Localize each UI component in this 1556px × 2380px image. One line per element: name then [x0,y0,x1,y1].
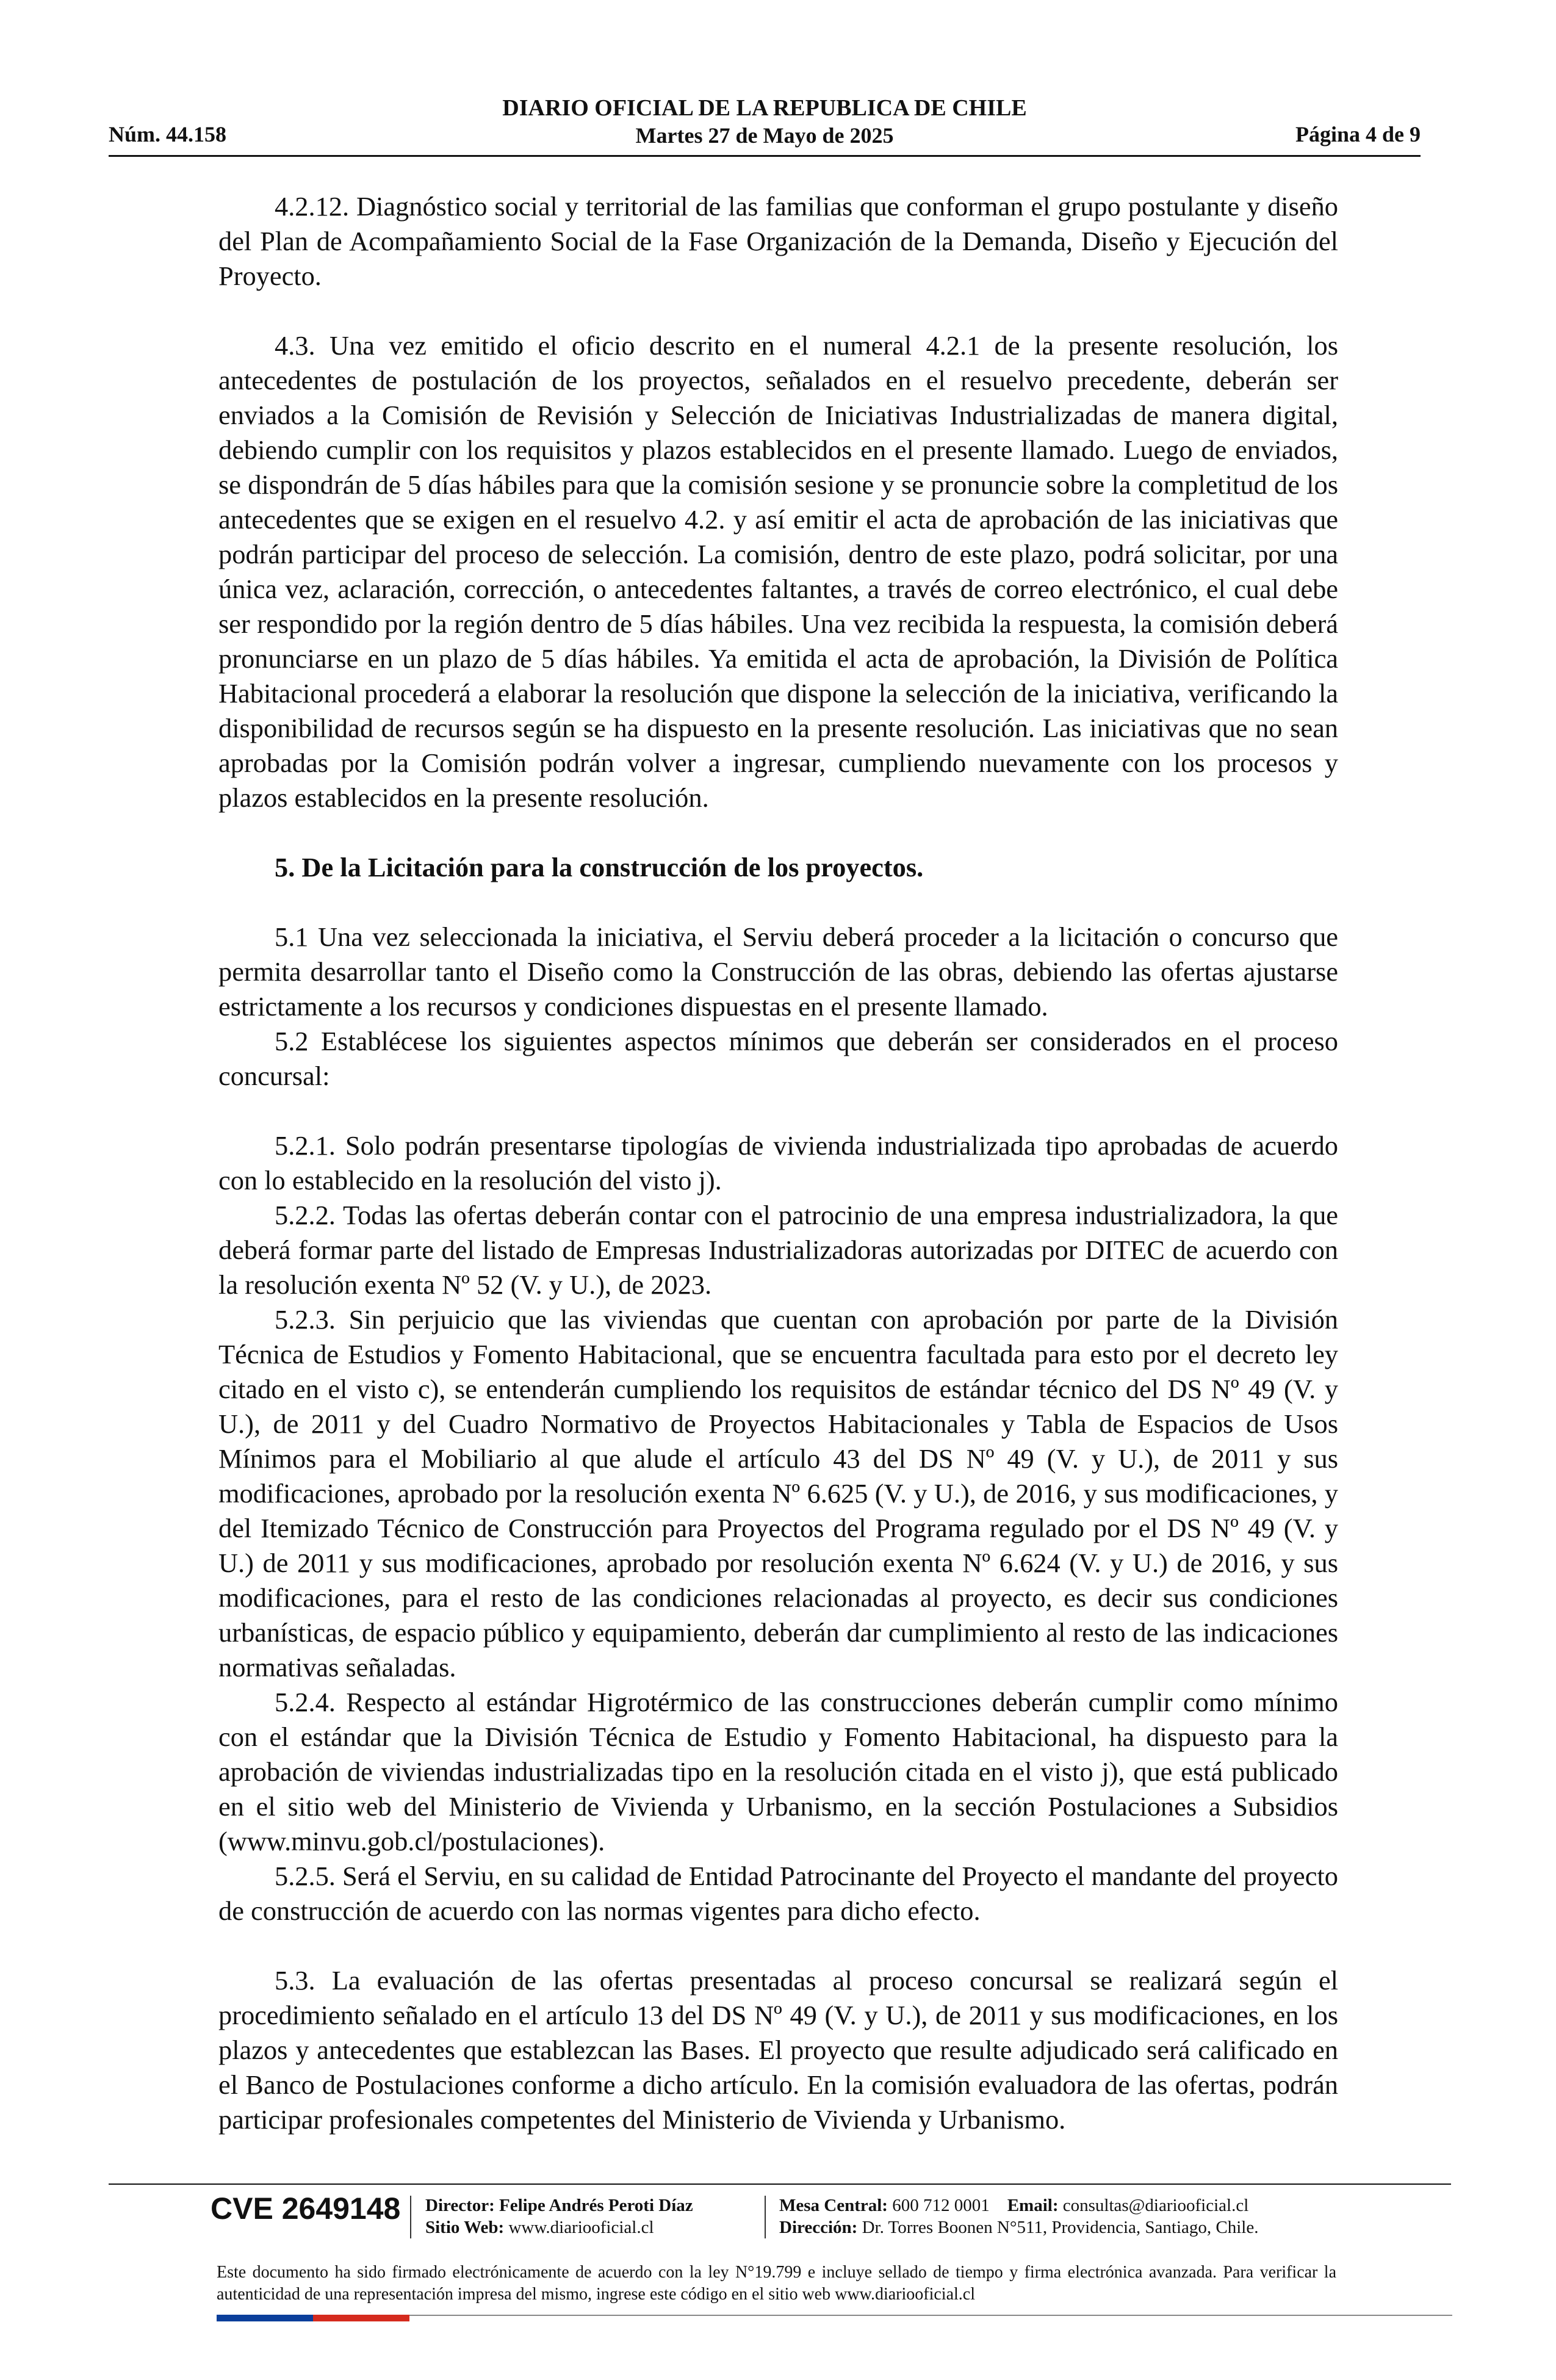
signature-notice: Este documento ha sido firmado electrónicamente de acuerdo con la ley N°19.799 e incluye sellado de tiempo y firma electrónica avanzada. Para verificar la autenticidad de una representación impresa del mismo, ingrese este código en el sitio web www.diariooficial.cl [217,2263,1336,2304]
address-label: Dirección: [779,2218,858,2237]
footer-director-block [425,2194,693,2238]
flag-bar-red [313,2315,409,2321]
director-name: Felipe Andrés Peroti Díaz [499,2196,693,2215]
website-label: Sitio Web: [425,2218,505,2237]
footer-separator [765,2196,766,2238]
website-link[interactable]: www.diariooficial.cl [508,2218,654,2237]
newspaper-title: DIARIO OFICIAL DE LA REPUBLICA DE CHILE [502,95,1027,121]
paragraph-4-2-12: 4.2.12. Diagnóstico social y territorial de las familias que conforman el grupo postulante y diseño del Plan de Acompañamiento Social de la Fase Organización de la Demanda, Diseño y Ejecución del Proyecto. [218,191,1338,291]
paragraph-4-3: 4.3. Una vez emitido el oficio descrito en el numeral 4.2.1 de la presente resolución, los antecedentes de postulación de los proyectos, señalados en el resuelvo precedente, deberán ser enviados a la Comisión de Revisión y Selección de Iniciativas Industrializadas de manera digital, debiendo cumplir con los requisitos y plazos establecidos en el presente llamado. Luego de enviados, se dispondrán de 5 días hábiles para que la comisión sesione y se pronuncie sobre la completitud de los antecedentes que se exigen en el resuelvo 4.2. y así emitir el acta de aprobación de las iniciativas que podrán participar del proceso de selección. La comisión, dentro de este plazo, podrá solicitar, por una única vez, aclaración, corrección, o antecedentes faltantes, a través de correo electrónico, el cual debe ser respondido por la región dentro de 5 días hábiles. Una vez recibida la respuesta, la comisión deberá pronunciarse en un plazo de 5 días hábiles. Ya emitida el acta de aprobación, la División de Política Habitacional procederá a elaborar la resolución que dispone la selección de la iniciativa, verificando la disponibilidad de recursos según se ha dispuesto en la presente resolución. Las iniciativas que no sean aprobadas por la Comisión podrán volver a ingresar, cumpliendo nuevamente con los procesos y plazos establecidos en la presente resolución. [218,330,1338,813]
address-value: Dr. Torres Boonen N°511, Providencia, Santiago, Chile. [862,2218,1259,2237]
paragraph-5-1: 5.1 Una vez seleccionada la iniciativa, el Serviu deberá proceder a la licitación o concurso que permita desarrollar tanto el Diseño como la Construcción de las obras, debiendo las ofertas ajustarse estrictamente a los recursos y condiciones dispuestas en el presente llamado. [218,921,1338,1022]
paragraph-5-2-5: 5.2.5. Será el Serviu, en su calidad de Entidad Patrocinante del Proyecto el mandante del proyecto de construcción de acuerdo con las normas vigentes para dicho efecto. [218,1861,1338,1926]
header-divider [109,155,1421,157]
cve-code: CVE 2649148 [211,2191,401,2226]
paragraph-5-2-4: 5.2.4. Respecto al estándar Higrotérmico de las construcciones deberán cumplir como mínimo con el estándar que la División Técnica de Estudio y Fomento Habitacional, ha dispuesto para la aprobación de viviendas industrializadas tipo en la resolución citada en el visto j), que está publicado en el sitio web del Ministerio de Vivienda y Urbanismo, en la sección Postulaciones a Subsidios (www.minvu.gob.cl/postulaciones). [218,1687,1338,1856]
email-label: Email: [1007,2196,1059,2215]
page-header [109,95,1421,156]
page-indicator: Página 4 de 9 [1295,122,1421,146]
flag-bar-blue [217,2315,313,2321]
footer-divider [109,2183,1451,2185]
paragraph-5-2: 5.2 Establécese los siguientes aspectos mínimos que deberán ser considerados en el proceso concursal: [218,1026,1338,1091]
footer-separator [410,2196,411,2238]
mesa-phone: 600 712 0001 [892,2196,990,2215]
email-link[interactable]: consultas@diariooficial.cl [1062,2196,1249,2215]
director-label: Director: [425,2196,495,2215]
paragraph-5-2-3: 5.2.3. Sin perjuicio que las viviendas que cuentan con aprobación por parte de la División Técnica de Estudios y Fomento Habitacional, que se encuentra facultada para esto por el decreto ley citado en el visto c), se entenderán cumpliendo los requisitos de estándar técnico del DS Nº 49 (V. y U.), de 2011 y del Cuadro Normativo de Proyectos Habitacionales y Tabla de Espacios de Usos Mínimos para el Mobiliario al que alude el artículo 43 del DS Nº 49 (V. y U.), de 2011 y sus modificaciones, aprobado por la resolución exenta Nº 6.625 (V. y U.), de 2016, y sus modificaciones, y del Itemizado Técnico de Construcción para Proyectos del Programa regulado por el DS Nº 49 (V. y U.) de 2011 y sus modificaciones, aprobado por resolución exenta Nº 6.624 (V. y U.) de 2016, y sus modificaciones, para el resto de las condiciones relacionadas al proyecto, es decir sus condiciones urbanísticas, de espacio público y equipamiento, deberán dar cumplimiento al resto de las indicaciones normativas señaladas. [218,1304,1338,1682]
paragraph-5-2-2: 5.2.2. Todas las ofertas deberán contar con el patrocinio de una empresa industrializadora, la que deberá formar parte del listado de Empresas Industrializadoras autorizadas por DITEC de acuerdo con la resolución exenta Nº 52 (V. y U.), de 2023. [218,1200,1338,1300]
paragraph-5-3: 5.3. La evaluación de las ofertas presentadas al proceso concursal se realizará según el procedimiento señalado en el artículo 13 del DS Nº 49 (V. y U.), de 2011 y sus modificaciones, en los plazos y antecedentes que establezcan las Bases. El proyecto que resulte adjudicado será calificado en el Banco de Postulaciones conforme a dicho artículo. En la comisión evaluadora de las ofertas, podrán participar profesionales competentes del Ministerio de Vivienda y Urbanismo. [218,1965,1338,2135]
footer-contact-block [779,2194,1258,2238]
mesa-label: Mesa Central: [779,2196,888,2215]
document-body [218,189,1338,2137]
section-heading-5: 5. De la Licitación para la construcción de los proyectos. [275,852,924,882]
issue-date: Martes 27 de Mayo de 2025 [635,123,894,148]
issue-number: Núm. 44.158 [109,122,227,146]
paragraph-5-2-1: 5.2.1. Solo podrán presentarse tipologías de vivienda industrializada tipo aprobadas de acuerdo con lo establecido en la resolución del visto j). [218,1130,1338,1195]
